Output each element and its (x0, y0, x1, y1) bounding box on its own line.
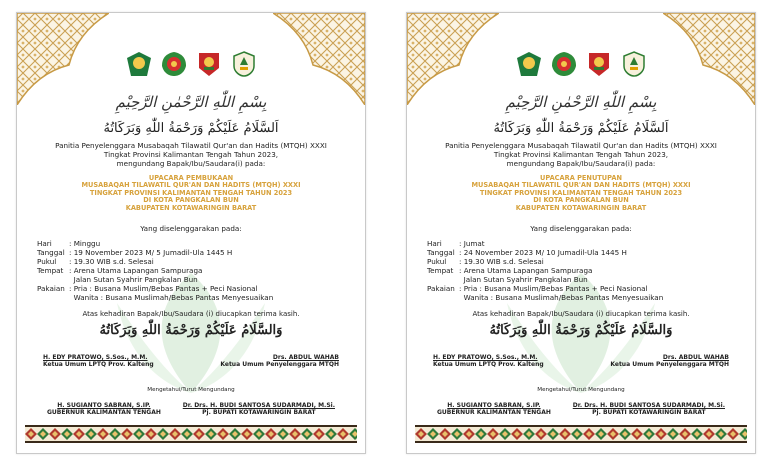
signatory-committee (220, 354, 339, 369)
detail-row-day (37, 239, 359, 248)
held-on-label: Yang diselenggarakan pada: (140, 224, 242, 233)
kemenag-logo-icon (124, 49, 154, 79)
detail-label (37, 293, 69, 302)
detail-value: Wanita : Busana Muslimah/Bebas Pantas Menyesuaikan (459, 293, 664, 302)
intro-line: Tingkat Provinsi Kalimantan Tengah Tahun 2023, (493, 150, 669, 159)
detail-label: Pakaian (37, 284, 65, 293)
detail-row-date (427, 248, 749, 257)
detail-row-dress-women (37, 293, 359, 302)
lptq-logo-icon (549, 49, 579, 79)
detail-row-date (37, 248, 359, 257)
signatory-regent (183, 402, 335, 417)
detail-value: : 24 November 2023 M/ 10 Jumadil-Ula 1445 H (459, 248, 627, 257)
detail-value: : Pria : Busana Muslim/Bebas Pantas + Peci Nasional (69, 284, 258, 293)
detail-row-place-address (427, 275, 749, 284)
signatory-name: Dr. Drs. H. BUDI SANTOSA SUDARMADI, M.Si. (572, 402, 725, 409)
acknowledged-label: Mengetahui/Turut Mengundang (147, 387, 235, 393)
signatory-name: H. EDY PRATOWO, S.Sos., M.M. (433, 354, 538, 361)
signatory-governor (437, 402, 551, 417)
intro-line: Panitia Penyelenggara Musabaqah Tilawatil Qur'an dan Hadits (MTQH) XXXI (55, 141, 327, 150)
kemenag-logo-icon (514, 49, 544, 79)
detail-label: Tempat (37, 266, 64, 275)
signatory-title: Ketua Umum LPTQ Prov. Kalteng (43, 361, 154, 369)
acknowledged-label: Mengetahui/Turut Mengundang (537, 387, 625, 393)
detail-label (37, 275, 69, 284)
detail-label: Hari (37, 239, 52, 248)
intro-line: mengundang Bapak/Ibu/Saudara(i) pada: (506, 159, 656, 168)
detail-label: Pakaian (427, 284, 455, 293)
signatory-title: GUBERNUR KALIMANTAN TENGAH (437, 409, 551, 417)
detail-row-place (37, 266, 359, 275)
event-title (27, 175, 355, 212)
detail-label: Pukul (427, 257, 447, 266)
detail-label (427, 293, 459, 302)
salam-greeting: اَلسَّلَامُ عَلَيْكُمْ وَرَحْمَةُ اللّٰهِ وَبَرَكَاتُهُ (493, 121, 669, 136)
detail-value: : 19 November 2023 M/ 5 Jumadil-Ula 1445 H (69, 248, 233, 257)
bismillah-calligraphy: بِسْمِ اللّٰهِ الرَّحْمٰنِ الرَّحِيْمِ (115, 93, 267, 111)
detail-value: : Arena Utama Lapangan Sampuraga (69, 266, 203, 275)
event-title-line: TINGKAT PROVINSI KALIMANTAN TENGAH TAHUN 2023 (479, 188, 683, 197)
event-details (427, 239, 749, 302)
signatory-name: Drs. ABDUL WAHAB (662, 354, 729, 361)
institution-logos (17, 49, 365, 79)
closing-salam: وَالسَّلَامُ عَلَيْكُمْ وَرَحْمَةُ اللّٰهِ وَبَرَكَاتُهُ (99, 323, 283, 338)
salam-greeting: اَلسَّلَامُ عَلَيْكُمْ وَرَحْمَةُ اللّٰهِ وَبَرَكَاتُهُ (103, 121, 279, 136)
detail-value: : 19.30 WIB s.d. Selesai (69, 257, 154, 266)
signatory-title: Pj. BUPATI KOTAWARINGIN BARAT (592, 409, 706, 417)
event-title-line: KABUPATEN KOTAWARINGIN BARAT (515, 203, 647, 212)
event-title-line: MUSABAQAH TILAWATIL QUR'AN DAN HADITS (MTQH) XXXI (471, 181, 691, 190)
intro-line: mengundang Bapak/Ibu/Saudara(i) pada: (116, 159, 266, 168)
signatory-lptq (43, 354, 154, 369)
detail-value: : Arena Utama Lapangan Sampuraga (459, 266, 593, 275)
event-details (37, 239, 359, 302)
detail-label: Pukul (37, 257, 57, 266)
signatory-title: Ketua Umum LPTQ Prov. Kalteng (433, 361, 544, 369)
invitation-card-closing (406, 12, 756, 454)
detail-row-time (37, 257, 359, 266)
held-on-label: Yang diselenggarakan pada: (530, 224, 632, 233)
detail-value: : Minggu (69, 239, 101, 248)
signatory-title: Ketua Umum Penyelenggara MTQH (610, 361, 729, 369)
detail-row-place-address (37, 275, 359, 284)
detail-value: : 19.30 WIB s.d. Selesai (459, 257, 544, 266)
signatory-name: Dr. Drs. H. BUDI SANTOSA SUDARMADI, M.Si. (182, 402, 335, 409)
detail-value: : Pria : Busana Muslim/Bebas Pantas + Peci Nasional (459, 284, 648, 293)
event-title-line: UPACARA PENUTUPAN (539, 174, 622, 182)
detail-label: Tempat (427, 266, 454, 275)
detail-value: Wanita : Busana Muslimah/Bebas Pantas Menyesuaikan (69, 293, 274, 302)
kotawaringin-barat-logo-icon (229, 49, 259, 79)
kotawaringin-barat-logo-icon (619, 49, 649, 79)
detail-value: Jalan Sutan Syahrir Pangkalan Bun (459, 275, 588, 284)
signatory-name: H. SUGIANTO SABRAN, S.IP. (57, 402, 151, 409)
invitation-card-opening (16, 12, 366, 454)
event-title-line: MUSABAQAH TILAWATIL QUR'AN DAN HADITS (MTQH) XXXI (81, 181, 301, 190)
event-title-line: TINGKAT PROVINSI KALIMANTAN TENGAH TAHUN 2023 (89, 188, 293, 197)
signatory-title: GUBERNUR KALIMANTAN TENGAH (47, 409, 161, 417)
signatory-title: Pj. BUPATI KOTAWARINGIN BARAT (202, 409, 316, 417)
detail-row-dress (37, 284, 359, 293)
signatory-name: Drs. ABDUL WAHAB (272, 354, 339, 361)
signatory-title: Ketua Umum Penyelenggara MTQH (220, 361, 339, 369)
thanks-text: Atas kehadiran Bapak/Ibu/Saudara (i) diucapkan terima kasih. (472, 310, 690, 318)
detail-row-time (427, 257, 749, 266)
event-title-line: DI KOTA PANGKALAN BUN (143, 196, 239, 205)
detail-row-day (427, 239, 749, 248)
detail-row-dress (427, 284, 749, 293)
detail-label: Tanggal (37, 248, 65, 257)
signatory-name: H. SUGIANTO SABRAN, S.IP. (447, 402, 541, 409)
intro-text (27, 141, 355, 168)
event-title-line: UPACARA PEMBUKAAN (148, 174, 234, 182)
detail-label: Tanggal (427, 248, 455, 257)
signatory-lptq (433, 354, 544, 369)
detail-row-dress-women (427, 293, 749, 302)
bismillah-calligraphy: بِسْمِ اللّٰهِ الرَّحْمٰنِ الرَّحِيْمِ (505, 93, 657, 111)
lptq-logo-icon (159, 49, 189, 79)
institution-logos (407, 49, 755, 79)
detail-value: : Jumat (459, 239, 485, 248)
event-title-line: KABUPATEN KOTAWARINGIN BARAT (125, 203, 257, 212)
intro-text (417, 141, 745, 168)
intro-line: Panitia Penyelenggara Musabaqah Tilawatil Qur'an dan Hadits (MTQH) XXXI (445, 141, 717, 150)
detail-value: Jalan Sutan Syahrir Pangkalan Bun (69, 275, 198, 284)
intro-line: Tingkat Provinsi Kalimantan Tengah Tahun 2023, (103, 150, 279, 159)
kalteng-province-logo-icon (584, 49, 614, 79)
detail-label (427, 275, 459, 284)
event-title-line: DI KOTA PANGKALAN BUN (533, 196, 629, 205)
signatory-regent (573, 402, 725, 417)
signatory-committee (610, 354, 729, 369)
signatory-governor (47, 402, 161, 417)
dayak-pattern-border (415, 425, 747, 443)
kalteng-province-logo-icon (194, 49, 224, 79)
event-title (417, 175, 745, 212)
dayak-pattern-border (25, 425, 357, 443)
detail-label: Hari (427, 239, 442, 248)
closing-salam: وَالسَّلَامُ عَلَيْكُمْ وَرَحْمَةُ اللّٰهِ وَبَرَكَاتُهُ (489, 323, 673, 338)
thanks-text: Atas kehadiran Bapak/Ibu/Saudara (i) diucapkan terima kasih. (82, 310, 300, 318)
signatory-name: H. EDY PRATOWO, S.Sos., M.M. (43, 354, 148, 361)
detail-row-place (427, 266, 749, 275)
